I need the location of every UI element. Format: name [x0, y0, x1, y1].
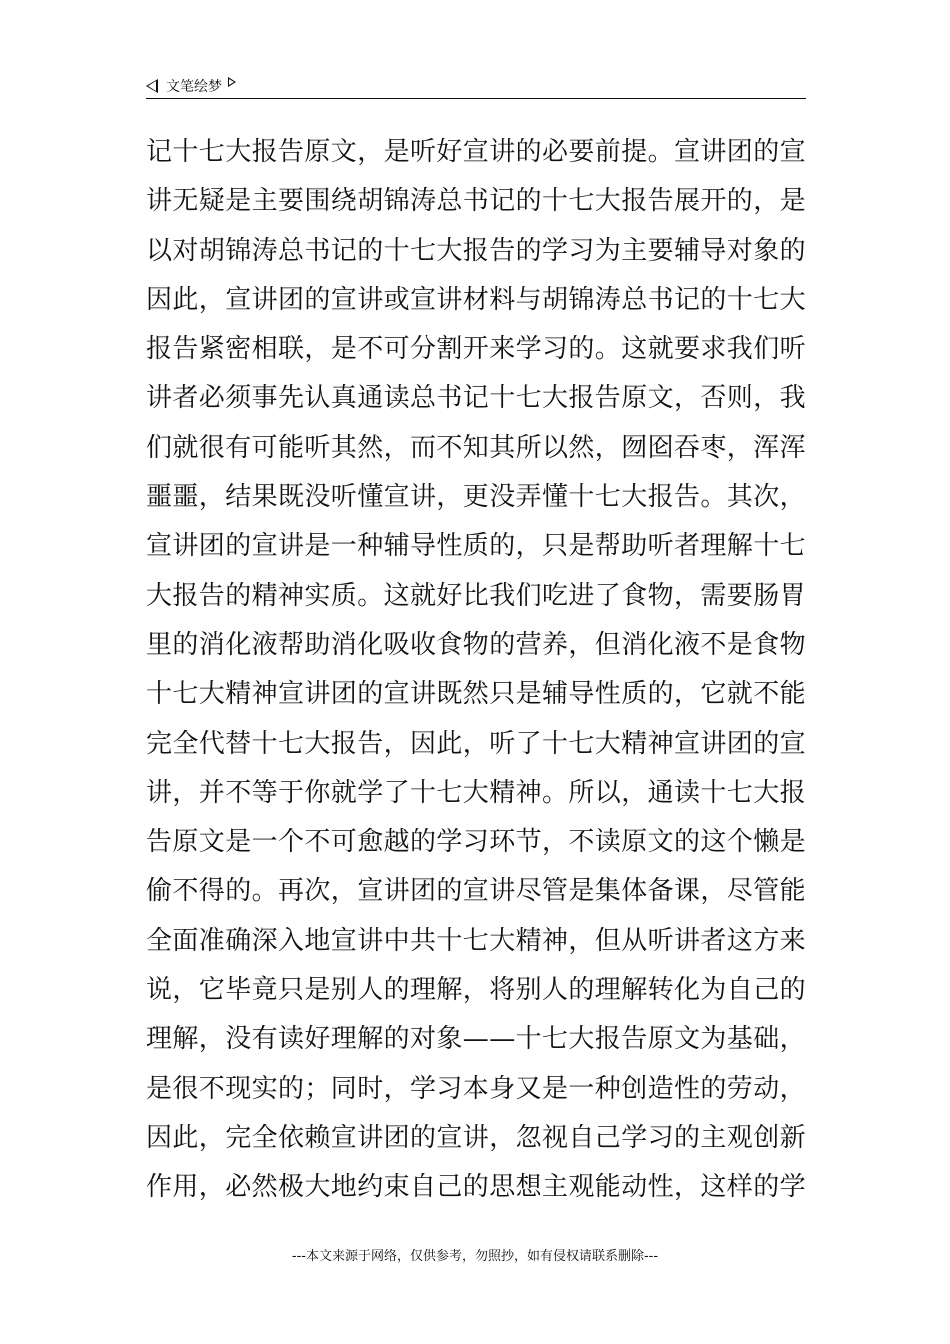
body-line: 说，它毕竟只是别人的理解，将别人的理解转化为自己的: [146, 975, 807, 1006]
triangle-left-icon: [146, 79, 158, 93]
body-line: 理解，没有读好理解的对象——十七大报告原文为基础，: [146, 1024, 807, 1055]
body-line: 十七大精神宣讲团的宣讲既然只是辅导性质的，它就不能: [146, 679, 807, 710]
body-line: 报告紧密相联，是不可分割开来学习的。这就要求我们听: [146, 334, 807, 365]
body-line: 讲者必须事先认真通读总书记十七大报告原文，否则，我: [146, 383, 807, 414]
page-header: [146, 74, 806, 98]
body-line: 全面准确深入地宣讲中共十七大精神，但从听讲者这方来: [146, 925, 807, 956]
body-line: 记十七大报告原文，是听好宣讲的必要前提。宣讲团的宣: [146, 137, 807, 167]
body-line: 噩噩，结果既没听懂宣讲，更没弄懂十七大报告。其次，: [146, 482, 807, 513]
body-line: 宣讲团的宣讲是一种辅导性质的，只是帮助听者理解十七: [146, 531, 807, 562]
body-line: 作用，必然极大地约束自己的思想主观能动性，这样的学: [146, 1172, 807, 1203]
body-line: 讲无疑是主要围绕胡锦涛总书记的十七大报告展开的，是: [146, 186, 807, 217]
header-title: 文笔绘梦: [166, 79, 222, 95]
document-body: [146, 128, 814, 1213]
body-line: 完全代替十七大报告，因此，听了十七大精神宣讲团的宣: [146, 728, 807, 759]
body-line: 讲，并不等于你就学了十七大精神。所以，通读十七大报: [146, 777, 807, 808]
body-line: 告原文是一个不可愈越的学习环节，不读原文的这个懒是: [146, 827, 807, 858]
triangle-right-icon: [228, 77, 236, 87]
body-line: 因此，完全依赖宣讲团的宣讲，忽视自己学习的主观创新: [146, 1122, 807, 1153]
page-footer: ---本文来源于网络，仅供参考，勿照抄，如有侵权请联系删除---: [291, 1249, 659, 1264]
body-line: 们就很有可能听其然，而不知其所以然，囫囵吞枣，浑浑: [146, 432, 807, 463]
body-line: 偷不得的。再次，宣讲团的宣讲尽管是集体备课，尽管能: [146, 876, 807, 907]
body-line: 大报告的精神实质。这就好比我们吃进了食物，需要肠胃: [146, 580, 807, 611]
body-line: 以对胡锦涛总书记的十七大报告的学习为主要辅导对象的: [146, 235, 807, 266]
body-line: 里的消化液帮助消化吸收食物的营养，但消化液不是食物: [146, 629, 807, 660]
body-line: 是很不现实的；同时，学习本身又是一种创造性的劳动，: [146, 1073, 807, 1104]
header-divider: [146, 98, 806, 99]
body-line: 因此，宣讲团的宣讲或宣讲材料与胡锦涛总书记的十七大: [146, 284, 807, 315]
